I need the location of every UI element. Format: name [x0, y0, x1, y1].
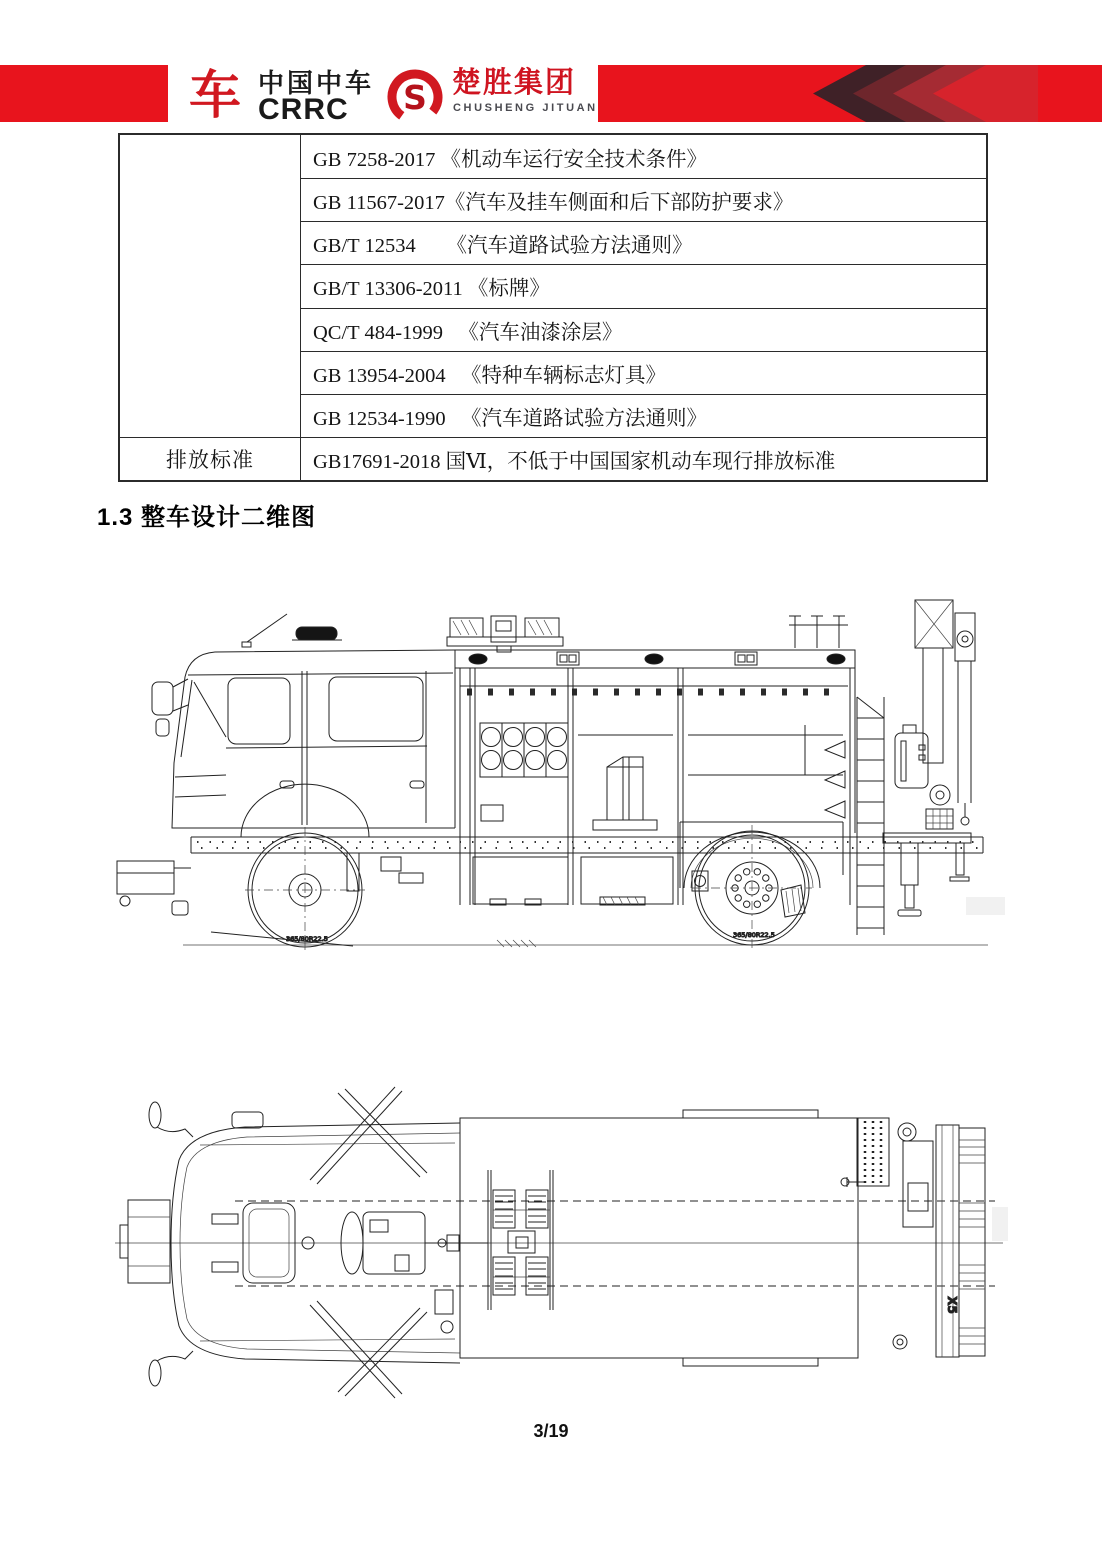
winch-drum — [930, 785, 950, 805]
svg-text:S: S — [403, 78, 427, 117]
rear-crane — [883, 600, 975, 916]
section-title: 1.3 整车设计二维图 — [97, 504, 317, 531]
table-row: GB/T 13306-2011 《标牌》 — [301, 264, 986, 307]
emission-standard-value: GB17691-2018 国Ⅵ，不低于中国国家机动车现行排放标准 — [301, 437, 986, 480]
header-red-bar-left — [0, 65, 168, 122]
marker-lamp — [469, 654, 487, 664]
table-merged-empty-cell — [120, 135, 300, 437]
table-row: GB 11567-2017《汽车及挂车侧面和后下部防护要求》 — [301, 178, 986, 221]
cab-door-window — [228, 678, 290, 744]
roof-beacon — [296, 627, 337, 640]
tow-hook — [120, 896, 130, 906]
table-row: QC/T 484-1999 《汽车油漆涂层》 — [301, 308, 986, 351]
front-bumper-plan — [120, 1200, 170, 1283]
crane-plan — [841, 1118, 985, 1357]
cab-plan — [171, 1112, 460, 1363]
engine-driveline-plan — [341, 1212, 488, 1333]
valve-bank — [926, 809, 953, 829]
front-bumper-module — [117, 861, 353, 946]
truck-side-view-drawing — [95, 585, 1010, 960]
wide-angle-mirror — [156, 719, 169, 736]
chusheng-name-en: CHUSHENG JITUAN — [453, 102, 598, 114]
table-row: GB/T 12534 《汽车道路试验方法通则》 — [301, 221, 986, 264]
marker-lamp — [827, 654, 845, 664]
door-handle — [410, 781, 424, 788]
body-plan — [460, 1110, 858, 1366]
differential — [508, 1231, 535, 1253]
door-handle — [280, 781, 294, 788]
crrc-name-en: CRRC — [258, 93, 349, 126]
chassis-rails — [191, 837, 983, 853]
crew-door-window — [329, 677, 423, 741]
roof-light-bar — [447, 616, 563, 652]
chusheng-logo-icon — [386, 68, 446, 126]
crane-hook — [961, 817, 969, 825]
crrc-logo-icon: 车 — [188, 67, 241, 125]
cab — [172, 650, 455, 837]
rear-wheel — [684, 825, 820, 951]
rear-axles-plan — [488, 1170, 553, 1310]
mudflap — [781, 885, 805, 917]
side-mirror — [152, 682, 173, 715]
rear-fender-arch — [684, 832, 820, 888]
pump-compartment — [578, 735, 673, 905]
crane-model-label: X5 — [945, 1296, 959, 1314]
header-red-bar-right — [598, 65, 1102, 122]
cylinder-rack-compartment — [473, 723, 568, 905]
front-tire-size-label: 365/80R22.5 — [286, 935, 328, 943]
page-number: 3/19 — [533, 1421, 569, 1441]
rear-tire-size-label: 365/80R22.5 — [733, 931, 775, 939]
rear-ladder — [857, 697, 884, 935]
table-row: GB 12534-1990 《汽车道路试验方法通则》 — [301, 394, 986, 437]
crrc-name-zh: 中国中车 — [258, 68, 375, 98]
table-label-column — [120, 135, 301, 480]
scan-artifact — [966, 897, 1005, 915]
table-value-column — [301, 135, 986, 480]
marker-lamp — [645, 654, 663, 664]
front-wheel — [245, 827, 423, 951]
chusheng-name-zh: 楚胜集团 — [452, 67, 577, 99]
table-row: GB 13954-2004 《特种车辆标志灯具》 — [301, 351, 986, 394]
scan-artifact — [992, 1207, 1008, 1241]
antenna — [247, 614, 287, 642]
table-row: GB 7258-2017 《机动车运行安全技术条件》 — [313, 148, 708, 171]
outrigger-leg — [901, 843, 918, 885]
outrigger-foot — [898, 910, 921, 916]
truck-top-view-drawing — [95, 1085, 1010, 1415]
roof-pipe-rack — [789, 616, 848, 648]
emission-standard-label: 排放标准 — [120, 437, 300, 480]
standards-table — [118, 133, 988, 482]
